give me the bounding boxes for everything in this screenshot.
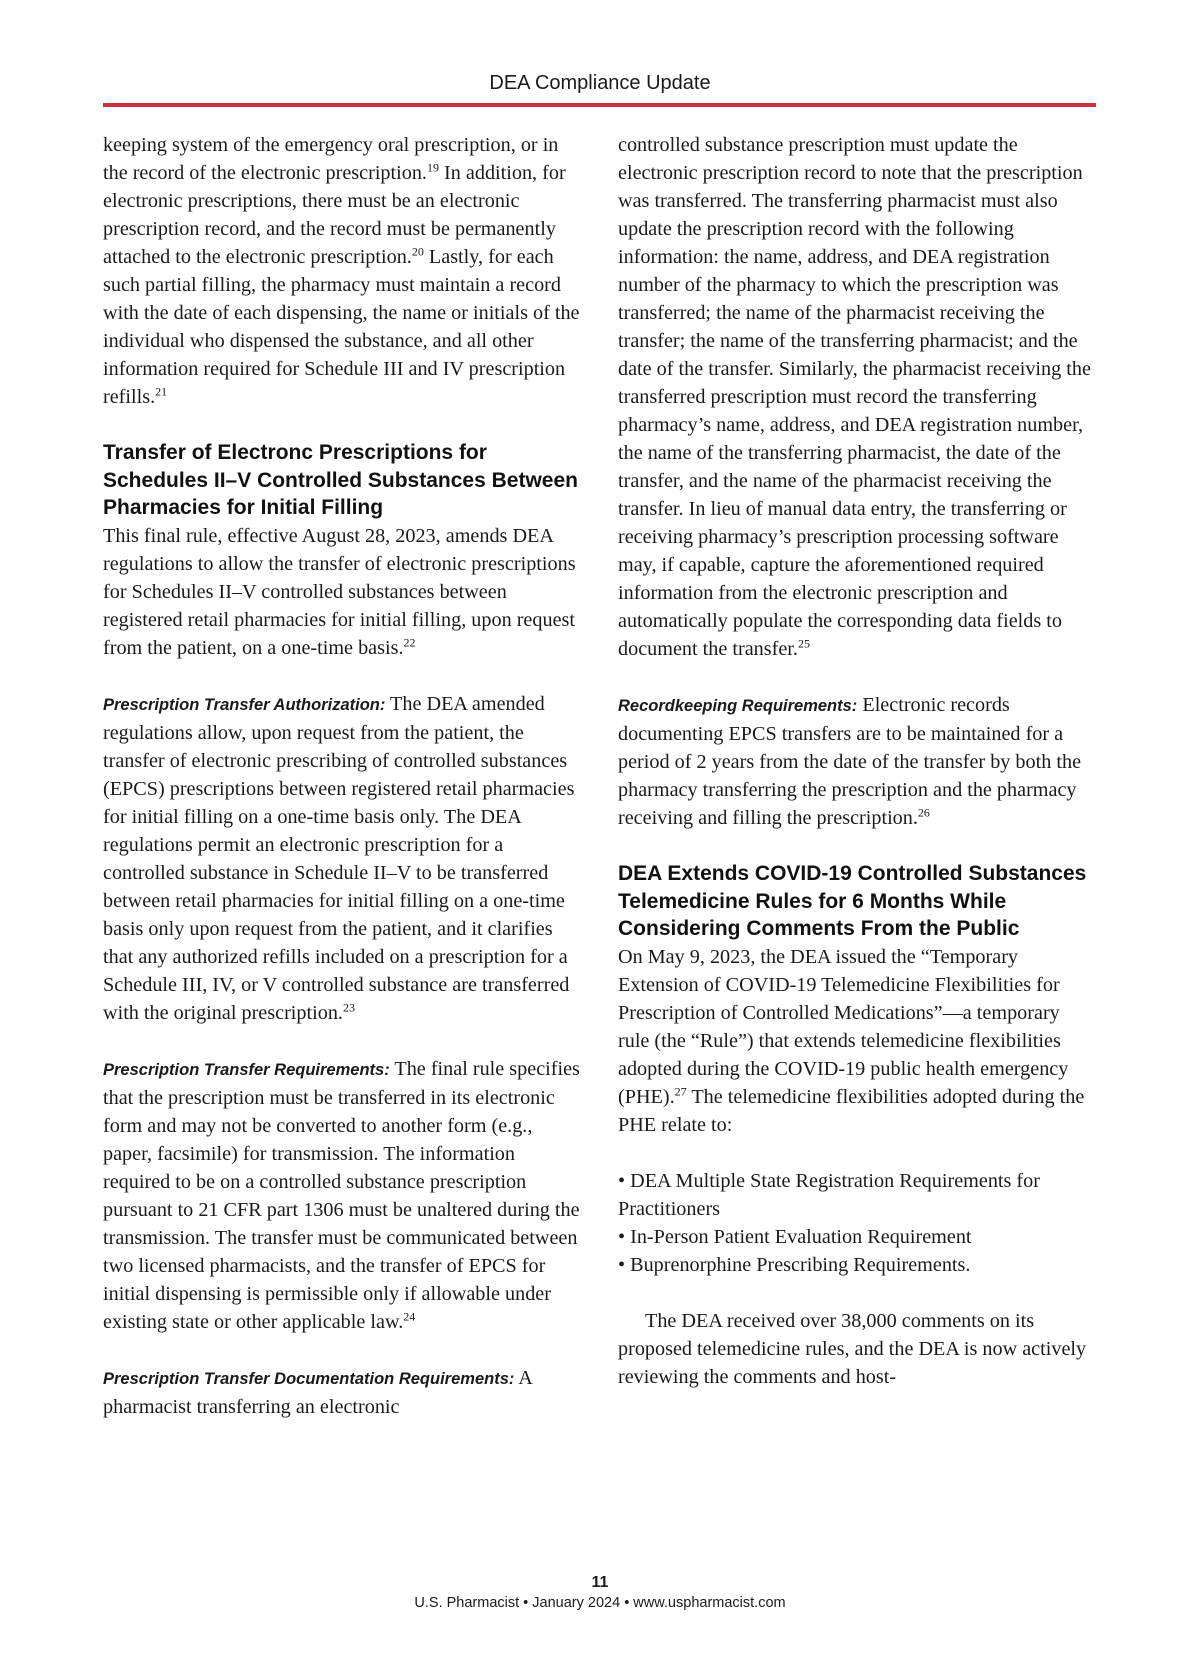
header-rule [103,103,1096,107]
run-in-heading: Recordkeeping Requirements: [618,697,858,715]
text: controlled substance prescription must update the electronic prescription record to note that the prescription was transferred. The transferring pharmacist must also update the prescription record with the following information: the name, address, and DEA registration number of the pharmacy to which the prescription was transferred; the name of the pharmacist receiving the transfer; the name of the transferring pharmacist; and the date of the transfer. Similarly, the pharmacist receiving the transferred prescription must record the transferring pharmacy’s name, address, and DEA registration number, the name of the transferring pharmacist, the date of the transfer, and the name of the pharmacist receiving the transfer. In lieu of manual data entry, the transferring or receiving pharmacy’s prescription processing software may, if capable, capture the aforementioned required information from the electronic prescription and automatically populate the corresponding data fields to document the transfer. [618,134,1091,660]
footnote-ref: 22 [403,634,416,649]
text: On May 9, 2023, the DEA issued the “Temporary Extension of COVID-19 Telemedicine Flexibilities for Prescription of Controlled Medications”—a temporary rule (the “Rule”) that extends telemedicine flexibilities adopted during the COVID-19 public health emergency (PHE). [618,945,1069,1108]
footnote-ref: 23 [342,999,355,1014]
section-heading: DEA Extends COVID-19 Controlled Substances Telemedicine Rules for 6 Months While Considering Comments From the Public [618,862,1087,940]
text: Lastly, for each such partial filling, the pharmacy must maintain a record with the date of each dispensing, the name or initials of the individual who dispensed the substance, and all other information required for Schedule III and IV prescription refills. [103,246,580,408]
left-column [103,131,581,1421]
paragraph [618,691,1096,832]
paragraph [103,1364,581,1421]
paragraph: The DEA received over 38,000 comments on its proposed telemedicine rules, and the DEA is now actively reviewing the comments and host- [618,1309,1087,1388]
paragraph [103,1055,581,1336]
footnote-ref: 21 [155,384,168,399]
paragraph [618,943,1096,1139]
footnote-ref: 26 [917,805,930,820]
page-number: 11 [591,1574,609,1591]
section-heading: Transfer of Electronc Prescriptions for Schedules II–V Controlled Substances Between Pharmacies for Initial Filling [103,441,578,519]
text: keeping system of the emergency oral prescription, or in the record of the electronic prescription. [103,134,559,184]
footer-citation: U.S. Pharmacist • January 2024 • www.uspharmacist.com [414,1595,786,1611]
text: The DEA amended regulations allow, upon request from the patient, the transfer of electronic prescribing of controlled substances (EPCS) prescriptions between registered retail pharmacies for initial filling on a one-time basis only. The DEA regulations permit an electronic prescription for a controlled substance in Schedule II–V to be transferred between retail pharmacies for initial filling on a one-time basis only upon request from the patient, and it clarifies that any authorized refills included on a prescription for a Schedule III, IV, or V controlled substance are transferred with the original prescription. [103,692,575,1024]
list-item: • Buprenorphine Prescribing Requirements. [618,1253,971,1276]
run-in-heading: Prescription Transfer Requirements: [103,1060,390,1079]
running-head: DEA Compliance Update [489,72,711,94]
text: The final rule specifies that the prescription must be transferred in its electronic form and may not be converted to another form (e.g., paper, facsimile) for transmission. The information required to be on a controlled substance prescription pursuant to 21 CFR part 1306 must be unaltered during the transmission. The transfer must be communicated between two licensed pharmacists, and the transfer of EPCS for initial dispensing is permissible only if allowable under existing state or other applicable law. [103,1057,580,1333]
list-item: • DEA Multiple State Registration Requirements for Practitioners [618,1169,1040,1220]
paragraph [103,131,581,411]
paragraph [103,522,581,662]
paragraph [103,690,581,1027]
run-in-heading: Prescription Transfer Authorization: [103,695,386,714]
footnote-ref: 24 [403,1308,416,1323]
paragraph [618,131,1096,663]
footnote-ref: 27 [674,1083,687,1098]
text: Electronic records documenting EPCS transfers are to be maintained for a period of 2 years from the date of the transfer by both the pharmacy transferring the prescription and the pharmacy receiving and filling the prescription. [618,694,1082,829]
bullet-list [618,1167,1096,1279]
footnote-ref: 19 [426,160,439,175]
text: A pharmacist transferring an electronic [103,1366,532,1418]
footnote-ref: 20 [411,244,424,259]
footnote-ref: 25 [797,636,810,651]
run-in-heading: Prescription Transfer Documentation Requirements: [103,1369,515,1388]
text: In addition, for electronic prescriptions, there must be an electronic prescription record, and the record must be permanently attached to the electronic prescription. [103,162,566,268]
list-item: • In-Person Patient Evaluation Requirement [618,1225,972,1248]
right-column [618,131,1096,1391]
text: The telemedicine flexibilities adopted during the PHE relate to: [618,1085,1085,1136]
text: This final rule, effective August 28, 2023, amends DEA regulations to allow the transfer of electronic prescriptions for Schedules II–V controlled substances between registered retail pharmacies for initial filling, upon request from the patient, on a one-time basis. [103,524,576,659]
